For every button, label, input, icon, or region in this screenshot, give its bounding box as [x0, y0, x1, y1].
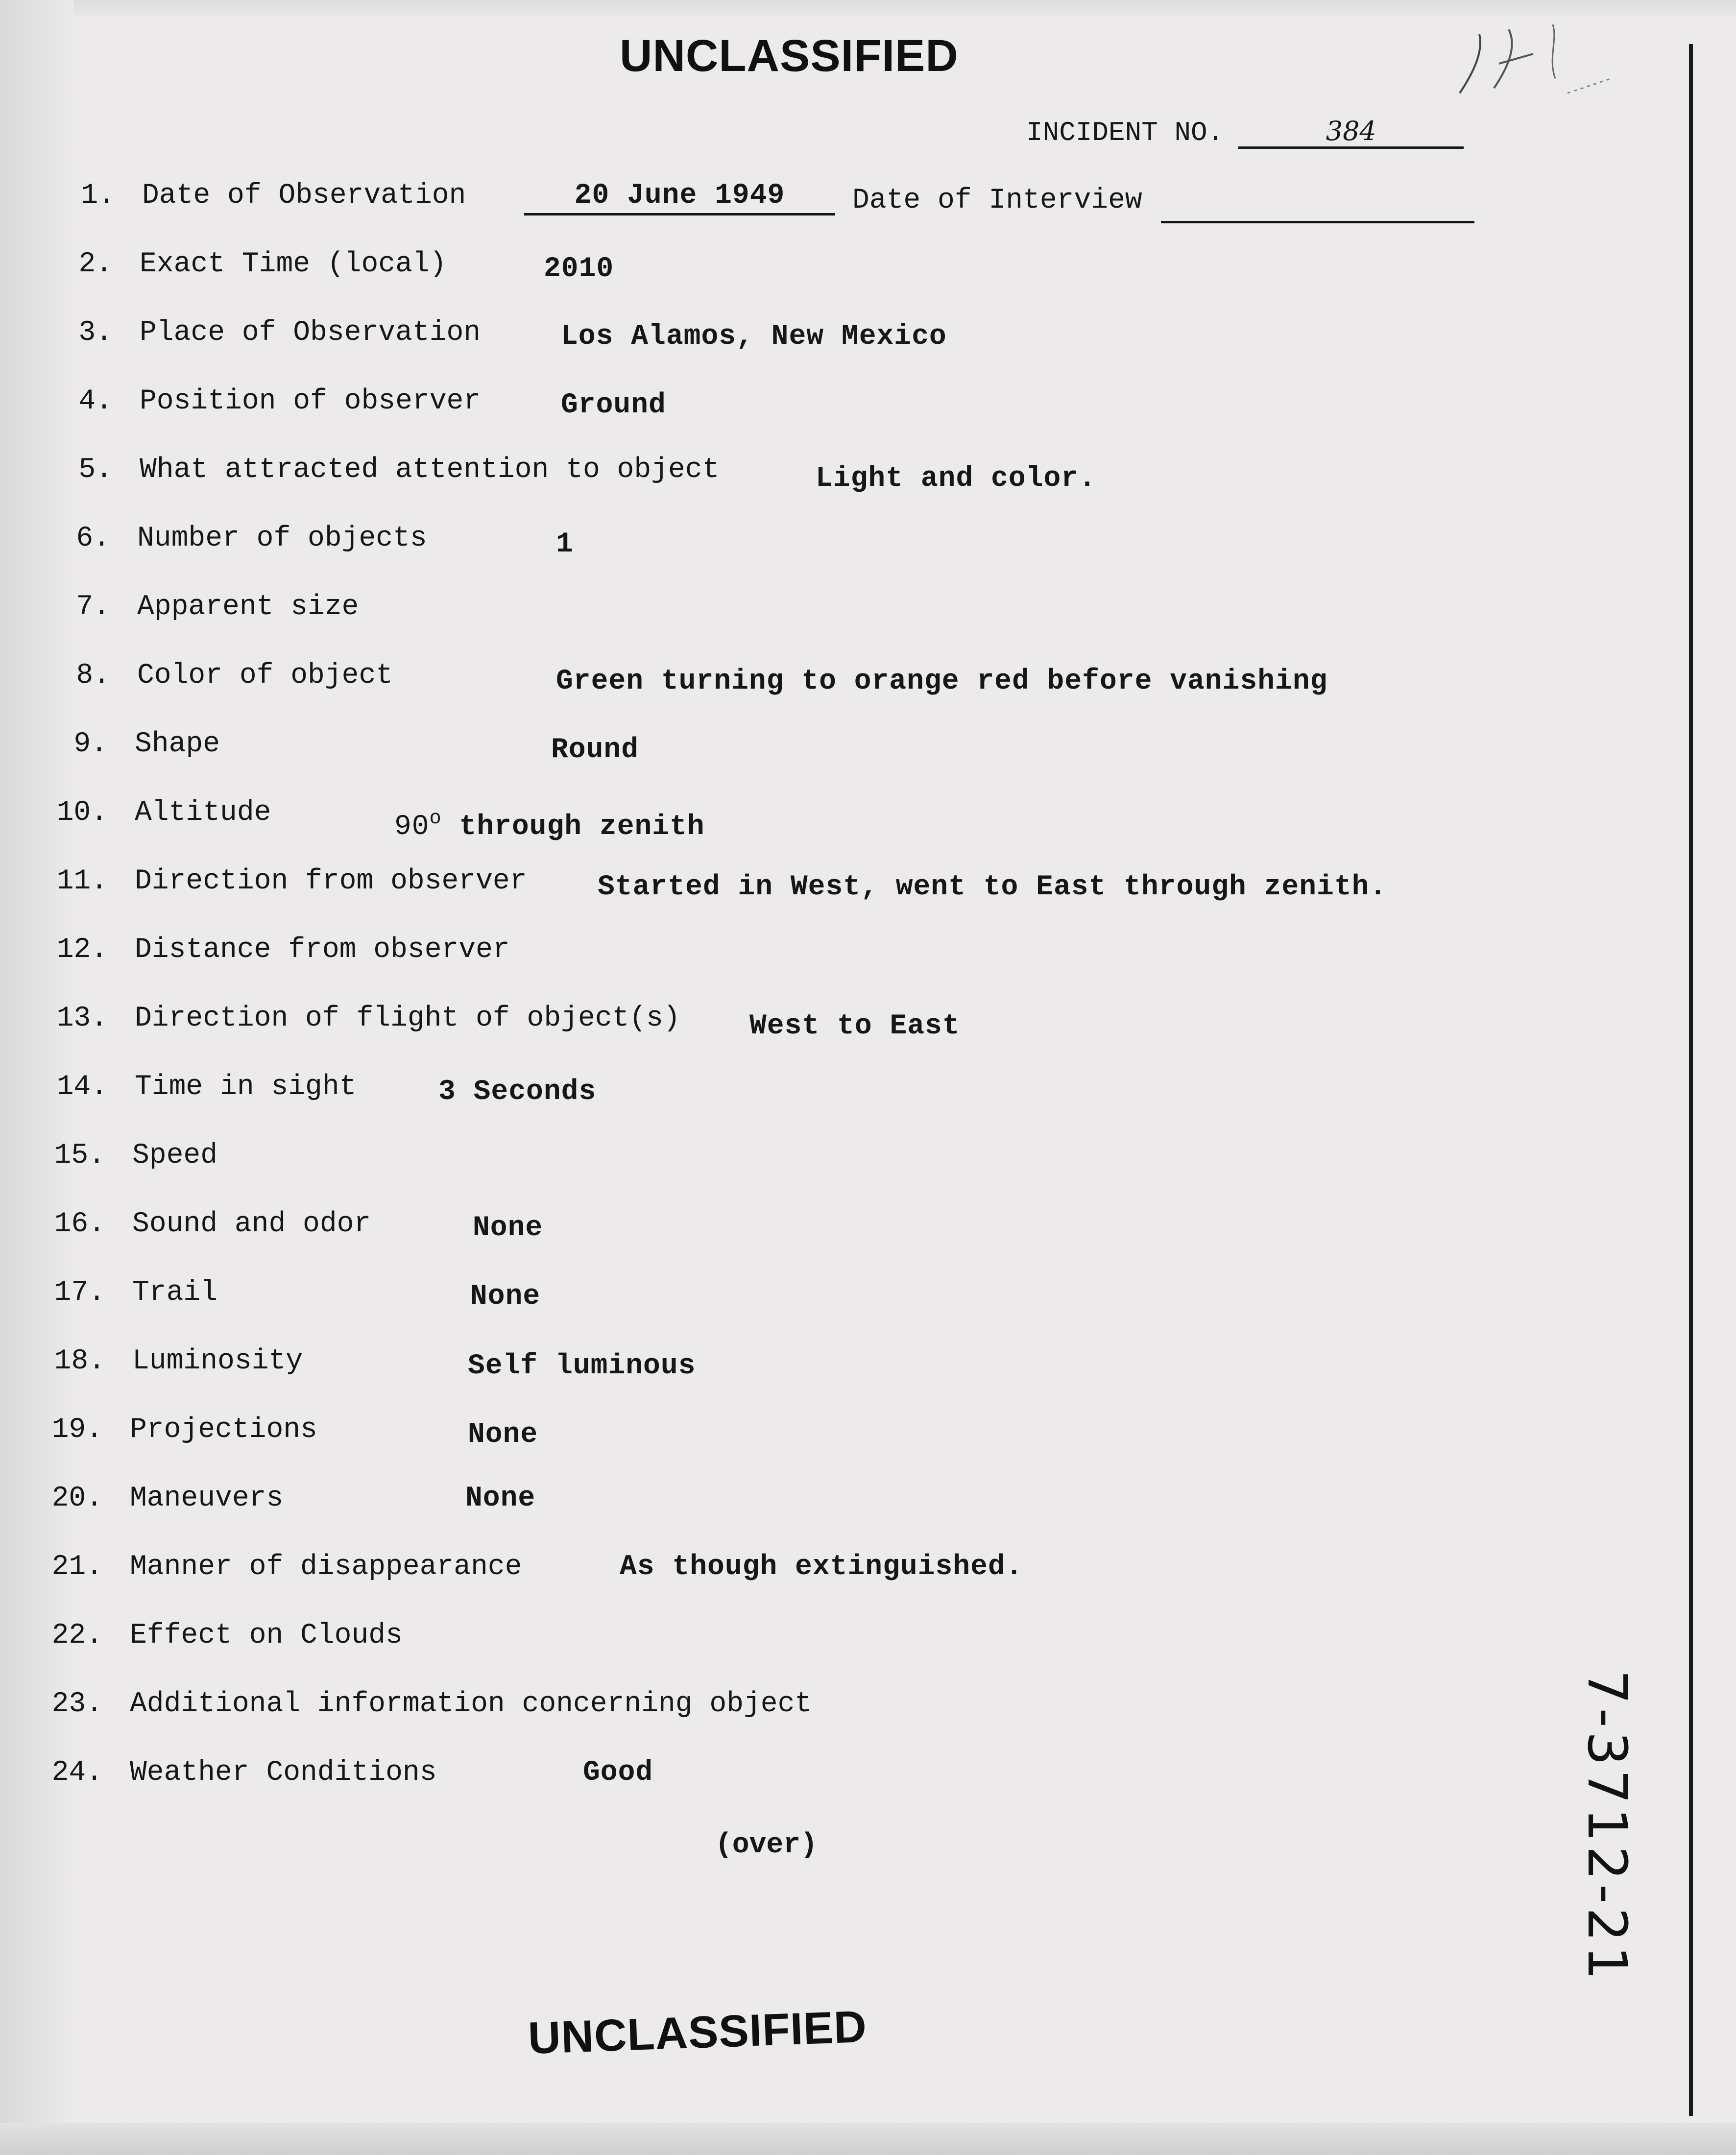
item-number: 6. [76, 523, 110, 554]
item-number: 5. [78, 454, 113, 486]
item-number: 7. [76, 591, 110, 623]
item-number: 14. [56, 1071, 108, 1103]
item-label: Exact Time (local) [140, 248, 447, 280]
date-of-interview-value [1161, 182, 1474, 223]
item-label: Additional information concerning object [130, 1688, 812, 1720]
item-number: 18. [54, 1345, 105, 1377]
item-label: Speed [132, 1140, 218, 1172]
item-value: None [473, 1212, 543, 1244]
item-value: Ground [561, 389, 666, 421]
handwritten-scribble-icon [1450, 20, 1626, 113]
item-label: Effect on Clouds [130, 1620, 403, 1652]
item-number: 23. [51, 1688, 103, 1720]
item-number: 3. [78, 317, 113, 349]
item-value: Good [583, 1757, 653, 1789]
item-value: 3 Seconds [438, 1076, 597, 1108]
item-number: 21. [51, 1551, 103, 1583]
scan-edge-top [0, 0, 1736, 20]
item-value: As though extinguished. [620, 1551, 1023, 1583]
item-number: 9. [73, 728, 108, 760]
item-label: Position of observer [140, 385, 481, 417]
item-number: 10. [56, 797, 108, 829]
date-of-observation-value: 20 June 1949 [524, 174, 835, 216]
item-label: What attracted attention to object [140, 454, 720, 486]
item-label: Number of objects [137, 523, 427, 554]
item-label: Altitude [135, 797, 271, 829]
item-value: 2010 [544, 253, 614, 285]
item-label: Weather Conditions [130, 1757, 437, 1789]
item-label: Time in sight [135, 1071, 357, 1103]
item-label: Distance from observer [135, 934, 510, 966]
item-label: Direction from observer [135, 865, 527, 897]
item-value: None [468, 1419, 538, 1451]
item-label: Manner of disappearance [130, 1551, 522, 1583]
degree-symbol: o [429, 808, 442, 830]
classification-footer: UNCLASSIFIED [527, 2001, 868, 2064]
item-value: None [465, 1483, 536, 1514]
item-label: Projections [130, 1414, 317, 1446]
item-number: 20. [51, 1483, 103, 1514]
item-label: Date of Observation [142, 180, 466, 212]
item-number: 4. [78, 385, 113, 417]
item-number: 11. [56, 865, 108, 897]
item-label: Luminosity [132, 1345, 303, 1377]
item-label: Place of Observation [140, 317, 481, 349]
item-label: Direction of flight of object(s) [135, 1003, 680, 1034]
item-label: Maneuvers [130, 1483, 284, 1514]
date-of-interview-label: Date of Interview [852, 185, 1142, 216]
item-number: 19. [51, 1414, 103, 1446]
item-value: Los Alamos, New Mexico [561, 321, 947, 353]
altitude-value [394, 797, 705, 849]
item-label: Apparent size [137, 591, 359, 623]
item-value: West to East [749, 1010, 960, 1042]
item-label: Color of object [137, 660, 393, 692]
altitude-degrees: 90 [394, 811, 430, 843]
item-number: 13. [56, 1003, 108, 1034]
handwritten-file-reference: 7-3712-21 [1576, 1670, 1639, 1984]
incident-number-field [1026, 116, 1464, 149]
item-number: 1. [81, 180, 115, 212]
scan-edge-bottom [0, 2123, 1736, 2155]
item-value: Green turning to orange red before vanishing [556, 666, 1328, 697]
item-number: 17. [54, 1277, 105, 1309]
item-label: Trail [132, 1277, 218, 1309]
over-note: (over) [715, 1829, 818, 1861]
item-number: 22. [51, 1620, 103, 1652]
item-value: Self luminous [468, 1350, 696, 1382]
item-number: 15. [54, 1140, 105, 1172]
item-value: Started in West, went to East through zenith. [598, 871, 1387, 903]
item-value: Round [551, 734, 639, 766]
item-label: Shape [135, 728, 220, 760]
altitude-rest: through zenith [441, 811, 705, 843]
incident-number: 384 [1238, 116, 1464, 149]
item-number: 16. [54, 1208, 105, 1240]
scan-edge-right [1689, 44, 1693, 2116]
classification-header: UNCLASSIFIED [620, 31, 959, 81]
item-value: Light and color. [816, 463, 1096, 495]
item-value: 1 [556, 528, 574, 560]
item-label: Sound and odor [132, 1208, 371, 1240]
item-number: 8. [76, 660, 110, 692]
item-value: None [470, 1281, 541, 1313]
item-number: 24. [51, 1757, 103, 1789]
item-number: 2. [78, 248, 113, 280]
item-number: 12. [56, 934, 108, 966]
incident-label: INCIDENT NO. [1026, 117, 1224, 148]
